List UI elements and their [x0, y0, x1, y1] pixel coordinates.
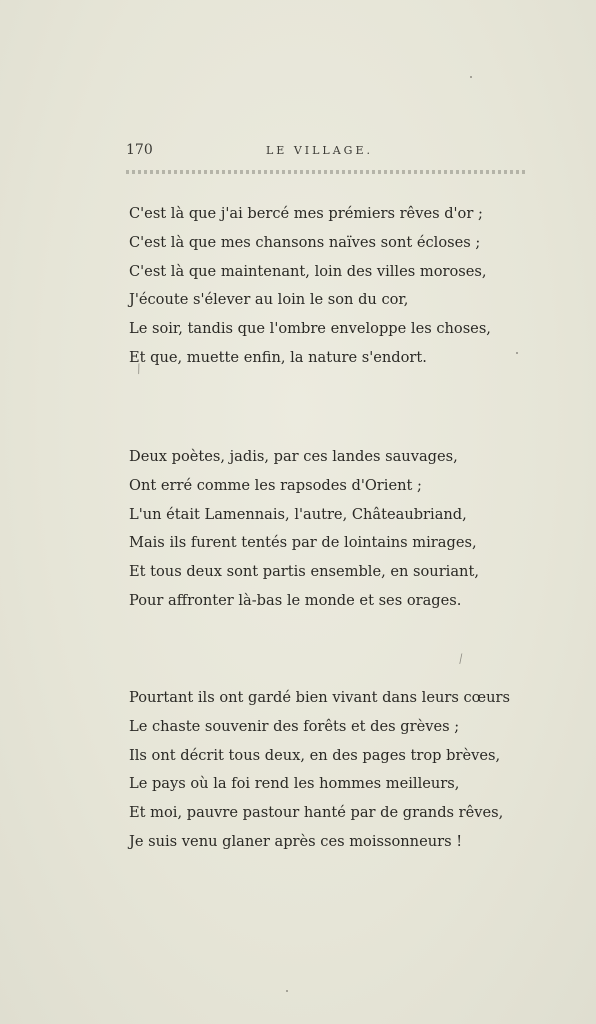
verse-line: J'écoute s'élever au loin le son du cor, [129, 291, 409, 309]
pencil-mark: ⁄ [134, 362, 144, 376]
verse-line: Pour affronter là-bas le monde et ses orages. [129, 591, 462, 609]
verse-line: Et tous deux sont partis ensemble, en souriant, [129, 563, 479, 581]
verse-line: Mais ils furent tentés par de lointains mirages, [129, 534, 477, 552]
verse-line: Je suis venu glaner après ces moissonneurs ! [129, 832, 463, 850]
paper-speck [470, 76, 472, 78]
page-header [126, 142, 526, 162]
header-rule [126, 170, 526, 174]
page-number: 170 [126, 142, 153, 158]
verse-line: Ont erré comme les rapsodes d'Orient ; [129, 476, 422, 494]
paper-speck [516, 352, 518, 354]
verse-line: Et moi, pauvre pastour hanté par de grands rêves, [129, 804, 504, 822]
stanza-1 [129, 200, 549, 376]
verse-line: Ils ont décrit tous deux, en des pages trop brèves, [129, 746, 501, 764]
paper-speck [286, 990, 288, 992]
verse-line: L'un était Lamennais, l'autre, Châteaubriand, [129, 505, 467, 523]
pencil-mark: ⁄ [457, 652, 465, 666]
stanza-3 [129, 684, 549, 857]
verse-line: C'est là que j'ai bercé mes prémiers rêves d'or ; [129, 205, 483, 222]
running-title: LE VILLAGE. [266, 144, 373, 157]
stanza-2 [129, 443, 549, 616]
verse-line: Le soir, tandis que l'ombre enveloppe les choses, [129, 320, 491, 338]
verse-line: C'est là que maintenant, loin des villes moroses, [129, 262, 487, 280]
verse-line: Le chaste souvenir des forêts et des grèves ; [129, 717, 460, 735]
verse-line: Et que, muette enfin, la nature s'endort. [129, 348, 427, 366]
verse-line: Le pays où la foi rend les hommes meilleurs, [129, 775, 460, 793]
verse-line: C'est là que mes chansons naïves sont écloses ; [129, 233, 481, 251]
verse-line: Deux poètes, jadis, par ces landes sauvages, [129, 448, 458, 465]
verse-line: Pourtant ils ont gardé bien vivant dans leurs cœurs [129, 689, 510, 706]
